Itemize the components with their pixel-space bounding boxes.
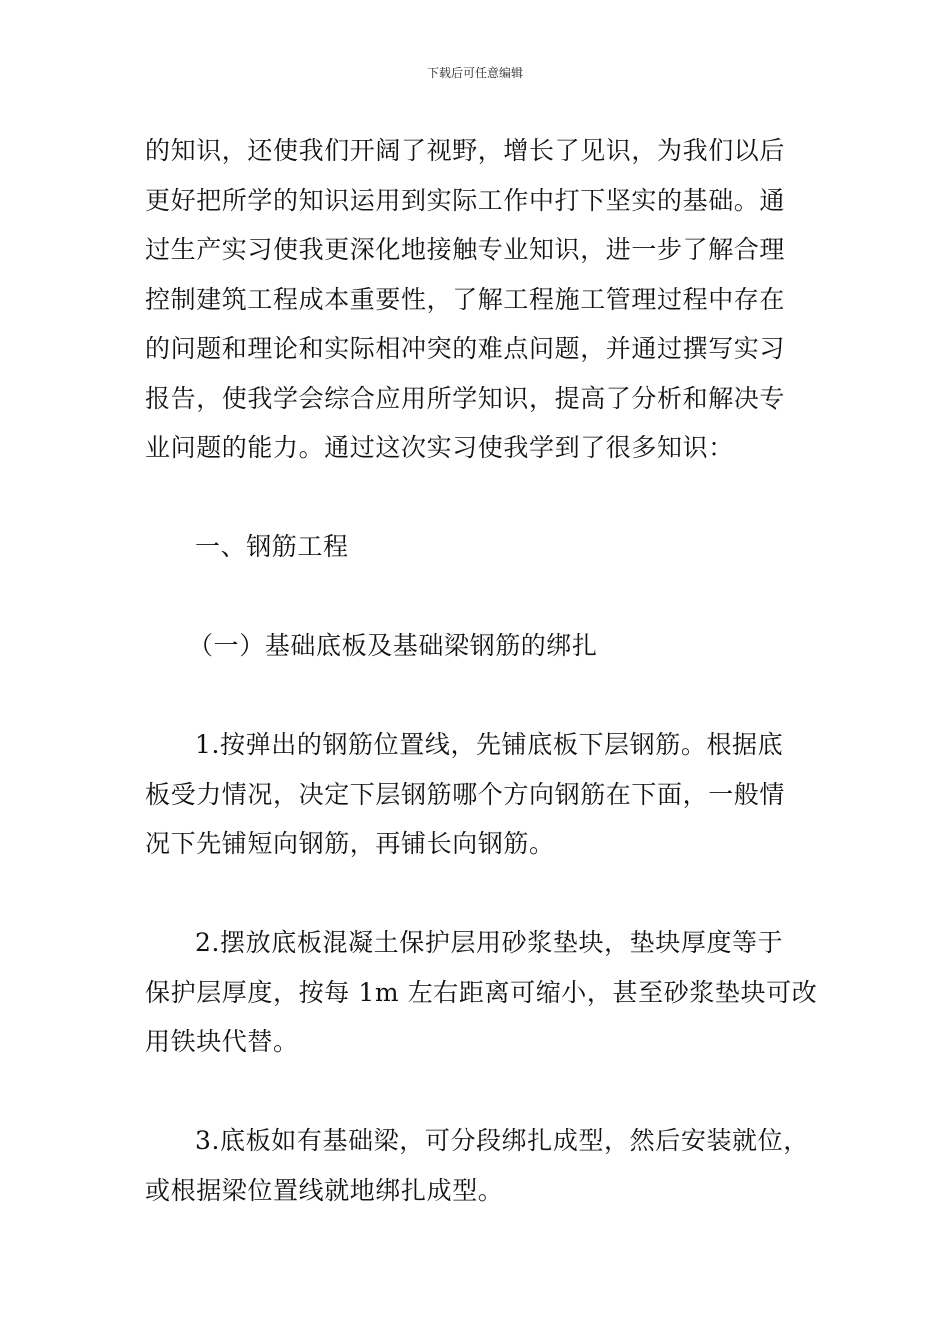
paragraph-line: 报告，使我学会综合应用所学知识，提高了分析和解决专 — [145, 383, 786, 413]
paragraph-line: 用铁块代替。 — [145, 1027, 299, 1056]
paragraph-spacer — [145, 671, 825, 721]
document-body — [145, 126, 825, 1215]
subsection-heading: （一）基础底板及基础梁钢筋的绑扎 — [188, 631, 598, 660]
paragraph-line: 1.按弹出的钢筋位置线，先铺底板下层钢筋。根据底 — [195, 730, 784, 759]
paragraph-line: 的问题和理论和实际相冲突的难点问题，并通过撰写实习 — [145, 334, 786, 363]
list-item-1 — [145, 720, 825, 869]
paragraph-line: 3.底板如有基础梁，可分段绑扎成型，然后安装就位， — [195, 1126, 809, 1155]
paragraph-line: 的知识，还使我们开阔了视野，增长了见识，为我们以后 — [145, 136, 786, 165]
paragraph-line: 业问题的能力。通过这次实习使我学到了很多知识： — [145, 433, 734, 462]
section-heading: 一、钢筋工程 — [195, 532, 349, 561]
paragraph-spacer — [145, 572, 825, 622]
paragraph-spacer — [145, 1067, 825, 1117]
paragraph-line: 况下先铺短向钢筋，再铺长向钢筋。 — [145, 829, 555, 858]
paragraph-line: 过生产实习使我更深化地接触专业知识，进一步了解合理 — [145, 235, 786, 264]
paragraph-line: 板受力情况，决定下层钢筋哪个方向钢筋在下面，一般情 — [145, 779, 786, 809]
paragraph-line: 更好把所学的知识运用到实际工作中打下坚实的基础。通 — [145, 185, 786, 215]
paragraph-line: 控制建筑工程成本重要性，了解工程施工管理过程中存在 — [145, 284, 786, 314]
page-header: 下载后可任意编辑 — [426, 66, 523, 80]
list-item-2 — [145, 918, 825, 1067]
paragraph-spacer — [145, 473, 825, 523]
paragraph-intro — [145, 126, 825, 473]
paragraph-spacer — [145, 869, 825, 919]
paragraph-line: 2.摆放底板混凝土保护层用砂浆垫块，垫块厚度等于 — [195, 928, 784, 957]
paragraph-line: 或根据梁位置线就地绑扎成型。 — [145, 1175, 504, 1205]
list-item-3 — [145, 1116, 825, 1215]
paragraph-line: 保护层厚度，按每 1m 左右距离可缩小，甚至砂浆垫块可改 — [145, 977, 818, 1007]
